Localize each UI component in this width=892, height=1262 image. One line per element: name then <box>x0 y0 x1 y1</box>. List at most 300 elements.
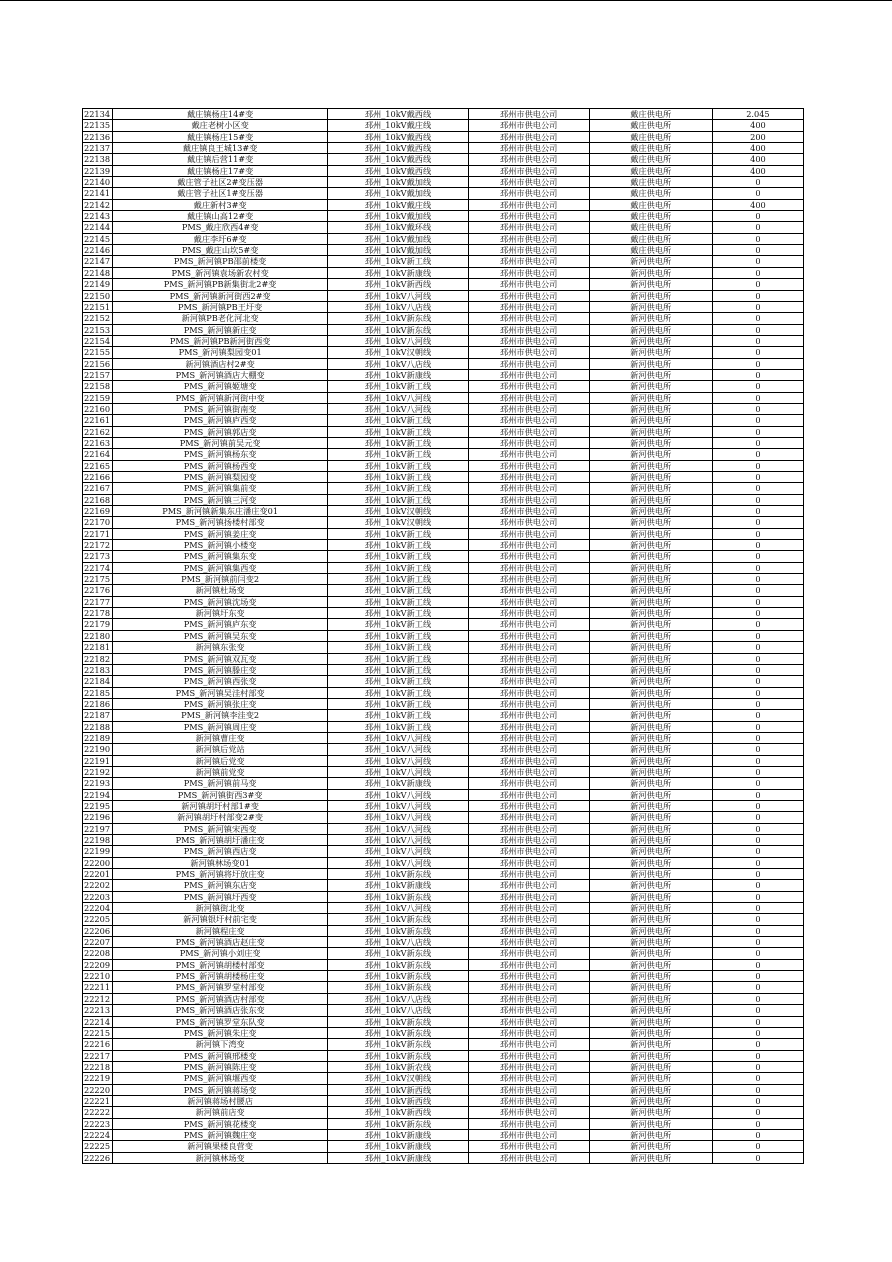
transformer-name: PMS_新河镇蒋场变 <box>112 1084 327 1095</box>
station-name: 新河供电所 <box>589 857 712 868</box>
transformer-name: PMS_新河镇张庄变 <box>112 698 327 709</box>
line-name: 邳州_10kV戴庄线 <box>328 120 468 131</box>
capacity-value: 400 <box>712 120 803 131</box>
capacity-value: 0 <box>712 358 803 369</box>
station-name: 新河供电所 <box>589 925 712 936</box>
table-row <box>83 1061 804 1072</box>
transformer-name: 戴庄管子社区2#变压器 <box>112 177 327 188</box>
transformer-name: 新河镇程庄变 <box>112 925 327 936</box>
table-row <box>83 154 804 165</box>
row-id: 22198 <box>83 835 113 846</box>
company-name: 邳州市供电公司 <box>468 369 589 380</box>
transformer-name: PMS_新河镇吴洼村部变 <box>112 687 327 698</box>
line-name: 邳州_10kV新工线 <box>328 494 468 505</box>
line-name: 邳州_10kV新工线 <box>328 596 468 607</box>
company-name: 邳州市供电公司 <box>468 732 589 743</box>
transformer-name: PMS_新河镇东店变 <box>112 880 327 891</box>
table-row <box>83 971 804 982</box>
table-row <box>83 778 804 789</box>
transformer-name: PMS_新河镇新河街西2#变 <box>112 290 327 301</box>
transformer-name: 新河镇蒋场村腰店 <box>112 1095 327 1106</box>
capacity-value: 0 <box>712 1107 803 1118</box>
station-name: 新河供电所 <box>589 653 712 664</box>
station-name: 新河供电所 <box>589 778 712 789</box>
table-row <box>83 1039 804 1050</box>
line-name: 邳州_10kV新工线 <box>328 642 468 653</box>
capacity-value: 0 <box>712 732 803 743</box>
transformer-name: PMS_新河镇朱庄变 <box>112 1027 327 1038</box>
row-id: 22177 <box>83 596 113 607</box>
station-name: 戴庄供电所 <box>589 120 712 131</box>
company-name: 邳州市供电公司 <box>468 211 589 222</box>
station-name: 新河供电所 <box>589 903 712 914</box>
table-row <box>83 437 804 448</box>
capacity-value: 0 <box>712 619 803 630</box>
table-row <box>83 755 804 766</box>
capacity-value: 0 <box>712 914 803 925</box>
company-name: 邳州市供电公司 <box>468 358 589 369</box>
transformer-name: PMS_新河镇双瓦变 <box>112 653 327 664</box>
company-name: 邳州市供电公司 <box>468 279 589 290</box>
station-name: 新河供电所 <box>589 381 712 392</box>
capacity-value: 0 <box>712 290 803 301</box>
line-name: 邳州_10kV八河线 <box>328 789 468 800</box>
company-name: 邳州市供电公司 <box>468 301 589 312</box>
line-name: 邳州_10kV新东线 <box>328 971 468 982</box>
row-id: 22181 <box>83 642 113 653</box>
transformer-name: PMS_新河镇堰西变 <box>112 1073 327 1084</box>
line-name: 邳州_10kV汉朝线 <box>328 1073 468 1084</box>
table-row <box>83 993 804 1004</box>
station-name: 新河供电所 <box>589 506 712 517</box>
row-id: 22135 <box>83 120 113 131</box>
line-name: 邳州_10kV新东线 <box>328 891 468 902</box>
transformer-name: 戴庄镇杨庄17#变 <box>112 165 327 176</box>
company-name: 邳州市供电公司 <box>468 506 589 517</box>
table-row <box>83 1141 804 1152</box>
table-row <box>83 233 804 244</box>
data-sheet <box>82 108 804 1164</box>
transformer-name: PMS_新河镇袁场新农村变 <box>112 267 327 278</box>
transformer-name: PMS_戴庄山坎5#变 <box>112 245 327 256</box>
table-row <box>83 846 804 857</box>
transformer-name: PMS_新河镇西店变 <box>112 846 327 857</box>
row-id: 22184 <box>83 676 113 687</box>
row-id: 22147 <box>83 256 113 267</box>
line-name: 邳州_10kV新东线 <box>328 914 468 925</box>
station-name: 新河供电所 <box>589 619 712 630</box>
company-name: 邳州市供电公司 <box>468 528 589 539</box>
company-name: 邳州市供电公司 <box>468 880 589 891</box>
company-name: 邳州市供电公司 <box>468 971 589 982</box>
company-name: 邳州市供电公司 <box>468 630 589 641</box>
company-name: 邳州市供电公司 <box>468 426 589 437</box>
table-row <box>83 789 804 800</box>
line-name: 邳州_10kV新康线 <box>328 369 468 380</box>
transformer-name: PMS_新河镇三河变 <box>112 494 327 505</box>
table-row <box>83 914 804 925</box>
line-name: 邳州_10kV新工线 <box>328 676 468 687</box>
row-id: 22171 <box>83 528 113 539</box>
capacity-value: 0 <box>712 1084 803 1095</box>
company-name: 邳州市供电公司 <box>468 494 589 505</box>
transformer-name: 戴庄李圩6#变 <box>112 233 327 244</box>
capacity-value: 0 <box>712 1061 803 1072</box>
line-name: 邳州_10kV新西线 <box>328 279 468 290</box>
table-row <box>83 937 804 948</box>
table-row <box>83 177 804 188</box>
row-id: 22153 <box>83 324 113 335</box>
row-id: 22211 <box>83 982 113 993</box>
line-name: 邳州_10kV八河线 <box>328 744 468 755</box>
line-name: 邳州_10kV新工线 <box>328 551 468 562</box>
company-name: 邳州市供电公司 <box>468 766 589 777</box>
capacity-value: 0 <box>712 755 803 766</box>
station-name: 戴庄供电所 <box>589 211 712 222</box>
table-row <box>83 199 804 210</box>
capacity-value: 0 <box>712 778 803 789</box>
row-id: 22163 <box>83 437 113 448</box>
line-name: 邳州_10kV戴加线 <box>328 245 468 256</box>
station-name: 戴庄供电所 <box>589 177 712 188</box>
transformer-name: 新河镇后党变 <box>112 755 327 766</box>
line-name: 邳州_10kV新东线 <box>328 869 468 880</box>
station-name: 新河供电所 <box>589 1152 712 1163</box>
transformer-name: 新河镇胡圩村部变2#变 <box>112 812 327 823</box>
transformer-name: 戴庄老树小区变 <box>112 120 327 131</box>
line-name: 邳州_10kV戴西线 <box>328 131 468 142</box>
station-name: 新河供电所 <box>589 835 712 846</box>
company-name: 邳州市供电公司 <box>468 1039 589 1050</box>
row-id: 22176 <box>83 585 113 596</box>
line-name: 邳州_10kV八河线 <box>328 857 468 868</box>
table-row <box>83 222 804 233</box>
table-row <box>83 506 804 517</box>
capacity-value: 0 <box>712 744 803 755</box>
line-name: 邳州_10kV新工线 <box>328 608 468 619</box>
station-name: 新河供电所 <box>589 494 712 505</box>
transformer-name: PMS_新河镇扬楼村部变 <box>112 517 327 528</box>
table-row <box>83 143 804 154</box>
line-name: 邳州_10kV新工线 <box>328 653 468 664</box>
capacity-value: 0 <box>712 347 803 358</box>
table-row <box>83 869 804 880</box>
station-name: 戴庄供电所 <box>589 165 712 176</box>
transformer-name: PMS_新河镇前马变 <box>112 778 327 789</box>
transformer-table <box>82 108 804 1164</box>
transformer-name: PMS_新河镇新庄变 <box>112 324 327 335</box>
company-name: 邳州市供电公司 <box>468 131 589 142</box>
company-name: 邳州市供电公司 <box>468 959 589 970</box>
transformer-name: PMS_新河镇胡圩潘庄变 <box>112 835 327 846</box>
row-id: 22217 <box>83 1050 113 1061</box>
company-name: 邳州市供电公司 <box>468 256 589 267</box>
station-name: 戴庄供电所 <box>589 245 712 256</box>
transformer-name: PMS_新河镇胡楼杨庄变 <box>112 971 327 982</box>
table-row <box>83 698 804 709</box>
company-name: 邳州市供电公司 <box>468 143 589 154</box>
station-name: 新河供电所 <box>589 630 712 641</box>
capacity-value: 0 <box>712 982 803 993</box>
table-row <box>83 403 804 414</box>
row-id: 22152 <box>83 313 113 324</box>
line-name: 邳州_10kV八河线 <box>328 732 468 743</box>
line-name: 邳州_10kV新东线 <box>328 324 468 335</box>
table-row <box>83 301 804 312</box>
station-name: 新河供电所 <box>589 891 712 902</box>
transformer-name: 新河镇前党变 <box>112 766 327 777</box>
capacity-value: 0 <box>712 211 803 222</box>
company-name: 邳州市供电公司 <box>468 835 589 846</box>
company-name: 邳州市供电公司 <box>468 914 589 925</box>
company-name: 邳州市供电公司 <box>468 313 589 324</box>
transformer-name: PMS_新河镇酒店赵庄变 <box>112 937 327 948</box>
company-name: 邳州市供电公司 <box>468 403 589 414</box>
station-name: 戴庄供电所 <box>589 154 712 165</box>
table-row <box>83 347 804 358</box>
capacity-value: 0 <box>712 335 803 346</box>
row-id: 22143 <box>83 211 113 222</box>
transformer-name: PMS_新河镇花楼变 <box>112 1118 327 1129</box>
capacity-value: 0 <box>712 460 803 471</box>
transformer-name: PMS_新河镇前闫变2 <box>112 574 327 585</box>
table-row <box>83 1129 804 1140</box>
capacity-value: 0 <box>712 1050 803 1061</box>
line-name: 邳州_10kV新工线 <box>328 472 468 483</box>
station-name: 新河供电所 <box>589 721 712 732</box>
table-row <box>83 165 804 176</box>
table-row <box>83 528 804 539</box>
capacity-value: 0 <box>712 1005 803 1016</box>
line-name: 邳州_10kV新工线 <box>328 619 468 630</box>
row-id: 22224 <box>83 1129 113 1140</box>
station-name: 新河供电所 <box>589 642 712 653</box>
row-id: 22172 <box>83 540 113 551</box>
company-name: 邳州市供电公司 <box>468 744 589 755</box>
station-name: 新河供电所 <box>589 687 712 698</box>
table-row <box>83 585 804 596</box>
line-name: 邳州_10kV八河线 <box>328 846 468 857</box>
transformer-name: PMS_新河镇滕庄变 <box>112 664 327 675</box>
capacity-value: 0 <box>712 392 803 403</box>
line-name: 邳州_10kV八店线 <box>328 358 468 369</box>
company-name: 邳州市供电公司 <box>468 1027 589 1038</box>
capacity-value: 0 <box>712 608 803 619</box>
station-name: 新河供电所 <box>589 1027 712 1038</box>
table-row <box>83 313 804 324</box>
line-name: 邳州_10kV戴西线 <box>328 165 468 176</box>
row-id: 22194 <box>83 789 113 800</box>
row-id: 22144 <box>83 222 113 233</box>
table-row <box>83 324 804 335</box>
row-id: 22189 <box>83 732 113 743</box>
transformer-name: PMS_新河镇前吴元变 <box>112 437 327 448</box>
company-name: 邳州市供电公司 <box>468 664 589 675</box>
station-name: 新河供电所 <box>589 267 712 278</box>
company-name: 邳州市供电公司 <box>468 778 589 789</box>
transformer-name: PMS_新河镇魏庄变 <box>112 1129 327 1140</box>
transformer-name: PMS_新河镇新河街中变 <box>112 392 327 403</box>
capacity-value: 0 <box>712 1152 803 1163</box>
station-name: 新河供电所 <box>589 347 712 358</box>
table-row <box>83 460 804 471</box>
capacity-value: 0 <box>712 494 803 505</box>
line-name: 邳州_10kV新东线 <box>328 1039 468 1050</box>
capacity-value: 0 <box>712 483 803 494</box>
company-name: 邳州市供电公司 <box>468 324 589 335</box>
capacity-value: 0 <box>712 653 803 664</box>
line-name: 邳州_10kV新东线 <box>328 1050 468 1061</box>
company-name: 邳州市供电公司 <box>468 347 589 358</box>
line-name: 邳州_10kV戴加线 <box>328 177 468 188</box>
transformer-name: PMS_新河镇吴东变 <box>112 630 327 641</box>
station-name: 新河供电所 <box>589 460 712 471</box>
capacity-value: 0 <box>712 449 803 460</box>
capacity-value: 0 <box>712 971 803 982</box>
transformer-name: PMS_新河镇街西3#变 <box>112 789 327 800</box>
row-id: 22174 <box>83 562 113 573</box>
line-name: 邳州_10kV汉朝线 <box>328 506 468 517</box>
row-id: 22188 <box>83 721 113 732</box>
row-id: 22160 <box>83 403 113 414</box>
line-name: 邳州_10kV八店线 <box>328 1005 468 1016</box>
row-id: 22149 <box>83 279 113 290</box>
table-row <box>83 608 804 619</box>
station-name: 戴庄供电所 <box>589 188 712 199</box>
station-name: 新河供电所 <box>589 959 712 970</box>
capacity-value: 0 <box>712 245 803 256</box>
table-row <box>83 369 804 380</box>
company-name: 邳州市供电公司 <box>468 472 589 483</box>
line-name: 邳州_10kV新西线 <box>328 1107 468 1118</box>
transformer-name: PMS_新河镇圩西变 <box>112 891 327 902</box>
capacity-value: 0 <box>712 415 803 426</box>
company-name: 邳州市供电公司 <box>468 1118 589 1129</box>
row-id: 22187 <box>83 710 113 721</box>
table-row <box>83 290 804 301</box>
transformer-name: PMS_戴庄欣西4#变 <box>112 222 327 233</box>
row-id: 22218 <box>83 1061 113 1072</box>
table-row <box>83 256 804 267</box>
row-id: 22159 <box>83 392 113 403</box>
company-name: 邳州市供电公司 <box>468 415 589 426</box>
capacity-value: 0 <box>712 233 803 244</box>
transformer-name: PMS_新河镇姜庄变 <box>112 528 327 539</box>
line-name: 邳州_10kV新东线 <box>328 1027 468 1038</box>
capacity-value: 0 <box>712 1027 803 1038</box>
station-name: 新河供电所 <box>589 1039 712 1050</box>
line-name: 邳州_10kV新工线 <box>328 528 468 539</box>
station-name: 新河供电所 <box>589 971 712 982</box>
row-id: 22178 <box>83 608 113 619</box>
station-name: 新河供电所 <box>589 698 712 709</box>
company-name: 邳州市供电公司 <box>468 120 589 131</box>
table-body <box>83 109 804 1164</box>
row-id: 22164 <box>83 449 113 460</box>
capacity-value: 0 <box>712 222 803 233</box>
station-name: 新河供电所 <box>589 766 712 777</box>
transformer-name: PMS_新河镇周庄变 <box>112 721 327 732</box>
company-name: 邳州市供电公司 <box>468 698 589 709</box>
row-id: 22141 <box>83 188 113 199</box>
table-row <box>83 109 804 120</box>
company-name: 邳州市供电公司 <box>468 812 589 823</box>
station-name: 新河供电所 <box>589 392 712 403</box>
capacity-value: 0 <box>712 642 803 653</box>
line-name: 邳州_10kV新工线 <box>328 562 468 573</box>
capacity-value: 2.045 <box>712 109 803 120</box>
row-id: 22200 <box>83 857 113 868</box>
station-name: 新河供电所 <box>589 869 712 880</box>
table-row <box>83 744 804 755</box>
line-name: 邳州_10kV新东线 <box>328 313 468 324</box>
capacity-value: 0 <box>712 551 803 562</box>
line-name: 邳州_10kV八河线 <box>328 335 468 346</box>
station-name: 新河供电所 <box>589 1141 712 1152</box>
station-name: 戴庄供电所 <box>589 233 712 244</box>
company-name: 邳州市供电公司 <box>468 188 589 199</box>
company-name: 邳州市供电公司 <box>468 574 589 585</box>
company-name: 邳州市供电公司 <box>468 551 589 562</box>
transformer-name: 新河镇PB老化河北变 <box>112 313 327 324</box>
company-name: 邳州市供电公司 <box>468 517 589 528</box>
capacity-value: 0 <box>712 188 803 199</box>
line-name: 邳州_10kV戴西线 <box>328 154 468 165</box>
table-row <box>83 131 804 142</box>
line-name: 邳州_10kV八河线 <box>328 835 468 846</box>
capacity-value: 0 <box>712 1095 803 1106</box>
transformer-name: 新河镇杜场变 <box>112 585 327 596</box>
transformer-name: PMS_新河镇新集东庄潘庄变01 <box>112 506 327 517</box>
page-top-border <box>0 0 892 1</box>
row-id: 22190 <box>83 744 113 755</box>
row-id: 22169 <box>83 506 113 517</box>
table-row <box>83 1118 804 1129</box>
table-row <box>83 120 804 131</box>
line-name: 邳州_10kV戴加线 <box>328 188 468 199</box>
transformer-name: PMS_新河镇邢楼变 <box>112 1050 327 1061</box>
station-name: 新河供电所 <box>589 1107 712 1118</box>
station-name: 戴庄供电所 <box>589 131 712 142</box>
company-name: 邳州市供电公司 <box>468 676 589 687</box>
line-name: 邳州_10kV新工线 <box>328 449 468 460</box>
line-name: 邳州_10kV戴环线 <box>328 222 468 233</box>
capacity-value: 0 <box>712 959 803 970</box>
line-name: 邳州_10kV八河线 <box>328 403 468 414</box>
company-name: 邳州市供电公司 <box>468 982 589 993</box>
table-row <box>83 710 804 721</box>
line-name: 邳州_10kV新东线 <box>328 948 468 959</box>
table-row <box>83 517 804 528</box>
table-row <box>83 472 804 483</box>
company-name: 邳州市供电公司 <box>468 993 589 1004</box>
transformer-name: PMS_新河镇西张变 <box>112 676 327 687</box>
row-id: 22209 <box>83 959 113 970</box>
row-id: 22183 <box>83 664 113 675</box>
transformer-name: 新河镇林场变01 <box>112 857 327 868</box>
capacity-value: 0 <box>712 1073 803 1084</box>
station-name: 新河供电所 <box>589 1061 712 1072</box>
capacity-value: 0 <box>712 1118 803 1129</box>
row-id: 22216 <box>83 1039 113 1050</box>
table-row <box>83 1016 804 1027</box>
company-name: 邳州市供电公司 <box>468 1073 589 1084</box>
line-name: 邳州_10kV戴加线 <box>328 233 468 244</box>
table-row <box>83 358 804 369</box>
capacity-value: 0 <box>712 403 803 414</box>
capacity-value: 400 <box>712 199 803 210</box>
capacity-value: 0 <box>712 267 803 278</box>
